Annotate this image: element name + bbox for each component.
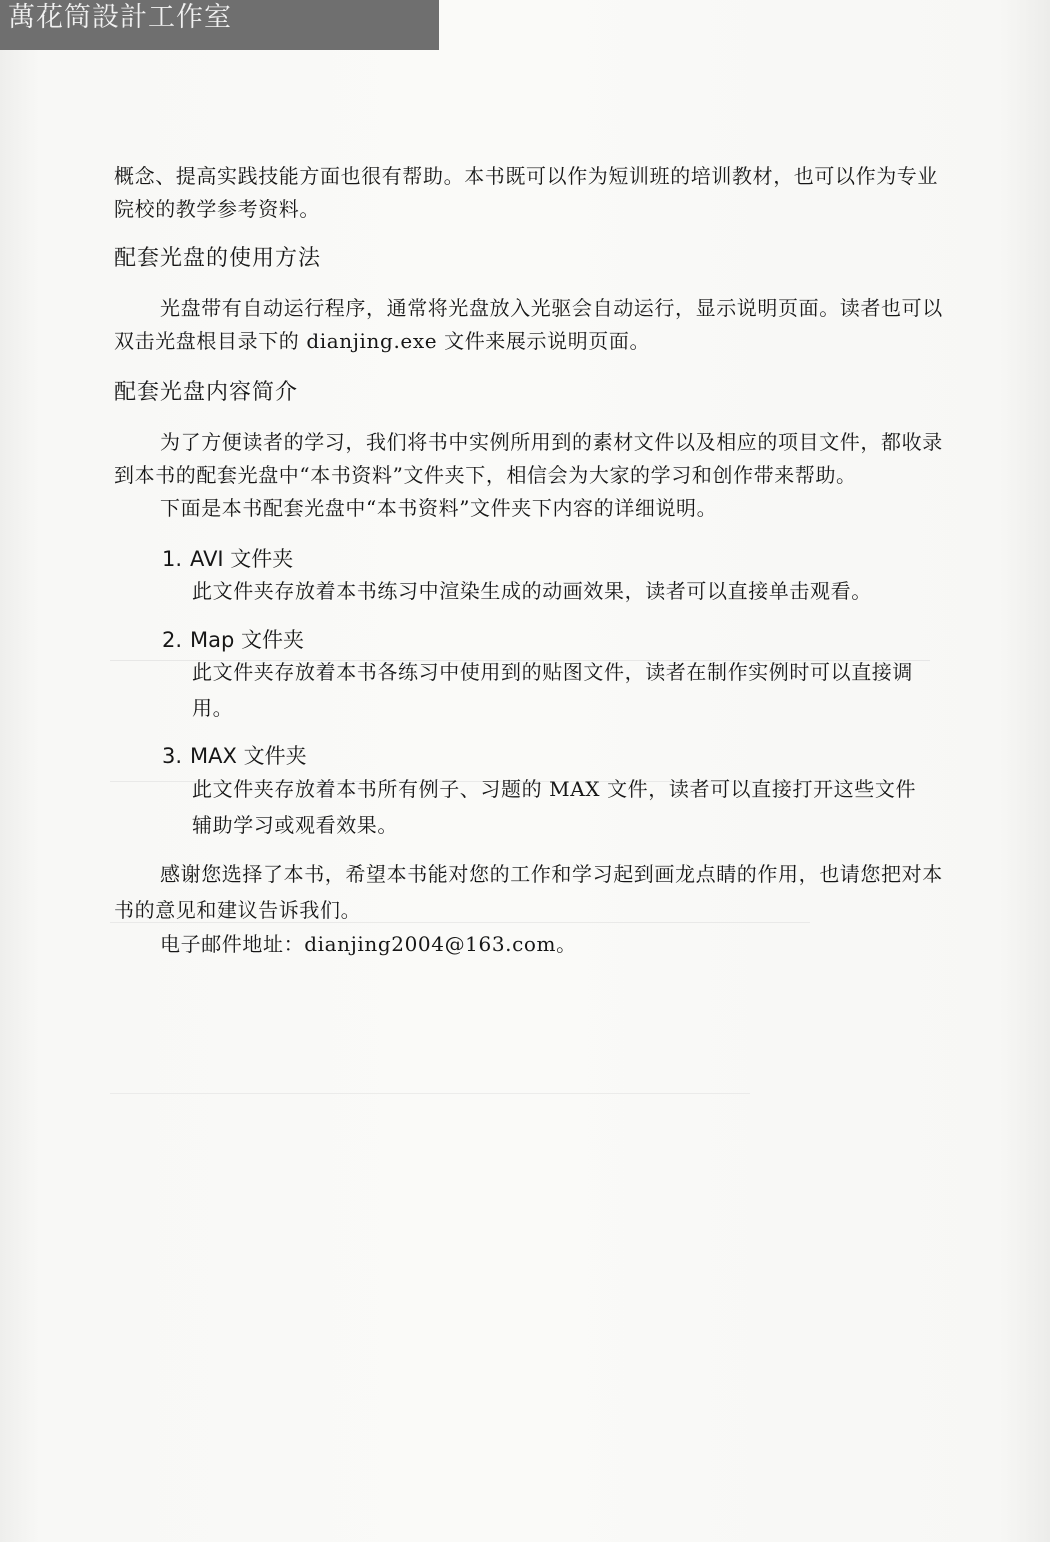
show-through-decoration: [110, 600, 990, 1500]
watermark-banner: 萬花筒設計工作室: [0, 0, 439, 50]
intro-line-1: 概念、提高实践技能方面也很有帮助。本书既可以作为短训班的培训教材，也可以作为专业: [114, 164, 938, 188]
list-item-title: AVI 文件夹: [190, 547, 294, 571]
list-item-title-max: [162, 741, 307, 771]
contents-line-2: 到本书的配套光盘中“本书资料”文件夹下，相信会为大家的学习和创作带来帮助。: [114, 463, 857, 487]
list-item-title-map: [162, 625, 304, 655]
contents-line-3: 下面是本书配套光盘中“本书资料”文件夹下内容的详细说明。: [160, 496, 718, 520]
list-item-desc-map-2: 用。: [192, 696, 234, 720]
list-item-title: MAX 文件夹: [190, 744, 307, 768]
closing-line-2: 书的意见和建议告诉我们。: [114, 898, 362, 922]
list-item-number: 2.: [162, 628, 183, 652]
list-item-number: 1.: [162, 547, 183, 571]
section-heading-contents: 配套光盘内容简介: [114, 380, 299, 405]
contents-line-1: 为了方便读者的学习，我们将书中实例所用到的素材文件以及相应的项目文件，都收录: [160, 430, 943, 454]
list-item-desc-map-1: 此文件夹存放着本书各练习中使用到的贴图文件，读者在制作实例时可以直接调: [192, 660, 913, 684]
usage-line-2: 双击光盘根目录下的 dianjing.exe 文件来展示说明页面。: [114, 329, 651, 353]
intro-line-2: 院校的教学参考资料。: [114, 197, 320, 221]
list-item-desc-max-2: 辅助学习或观看效果。: [192, 813, 398, 837]
usage-line-1: 光盘带有自动运行程序，通常将光盘放入光驱会自动运行，显示说明页面。读者也可以: [160, 296, 943, 320]
list-item-desc-max-1: 此文件夹存放着本书所有例子、习题的 MAX 文件，读者可以直接打开这些文件: [192, 777, 917, 801]
list-item-number: 3.: [162, 744, 183, 768]
list-item-title: Map 文件夹: [190, 628, 305, 652]
closing-email: 电子邮件地址：dianjing2004@163.com。: [160, 932, 577, 956]
section-heading-usage: 配套光盘的使用方法: [114, 246, 322, 271]
closing-line-1: 感谢您选择了本书，希望本书能对您的工作和学习起到画龙点睛的作用，也请您把对本: [160, 862, 943, 886]
list-item-desc-avi: 此文件夹存放着本书练习中渲染生成的动画效果，读者可以直接单击观看。: [192, 579, 872, 603]
list-item-title-avi: [162, 544, 293, 574]
